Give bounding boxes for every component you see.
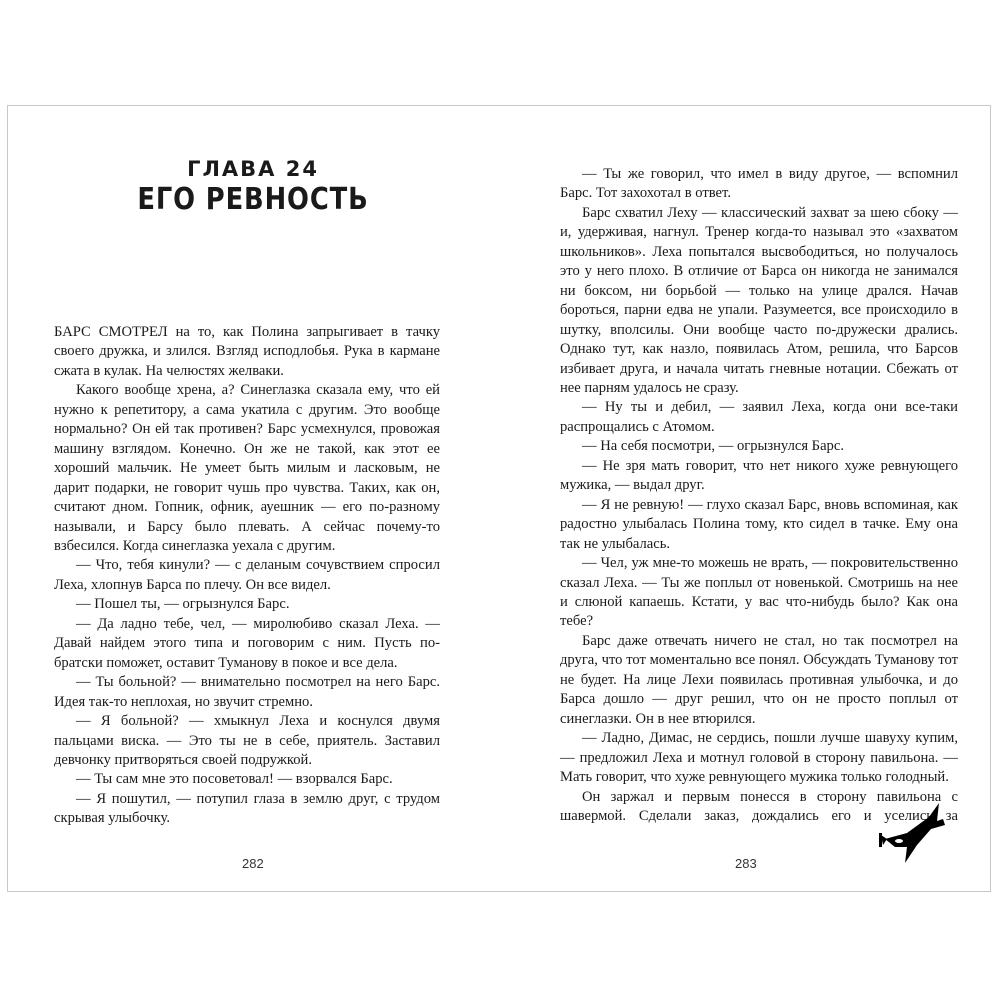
paragraph: — Не зря мать говорит, что нет никого хуже ревнующего мужика, — выдал друг.: [560, 457, 958, 494]
chapter-title: ЕГО РЕВНОСТЬ: [137, 182, 369, 217]
paragraph: — Чел, уж мне-то можешь не врать, — покровительственно сказал Леха. — Ты же поплыл от новенькой. Смотришь на нее и слюной капаешь. Кстати, у вас что-нибудь было? Как она тебе?: [560, 555, 958, 630]
paragraph: — На себя посмотри, — огрызнулся Барс.: [582, 438, 844, 455]
left-text-column: [54, 323, 440, 829]
paragraph: — Ну ты и дебил, — заявил Леха, когда они все-таки распрощались с Атомом.: [560, 399, 958, 435]
paragraph: Какого вообще хрена, а? Синеглазка сказала ему, что ей нужно к репетитору, а сама укатила с другим. Это вообще нормально? Он ей так противен? Барс усмехнулся, провожая машину взглядом. Конечно. Он же не такой, как этот ее хороший мальчик. Не умеет быть милым и ласковым, не дарит подарки, не говорит чушь про чувства. Таких, как он, считают дном. Гопник, офник, ауешник — его по-разному называли, и Барсу было плевать. А сейчас почему-то взбесился. Когда синеглазка уехала с другим.: [54, 382, 440, 554]
paragraph: — Пошел ты, — огрызнулся Барс.: [76, 596, 290, 613]
paragraph: — Ладно, Димас, не сердись, пошли лучше шавуху купим, — предложил Леха и мотнул головой в сторону павильона. — Мать говорит, что хуже ревнующего мужика только голодный.: [560, 730, 958, 786]
paragraph: — Что, тебя кинули? — с деланым сочувствием спросил Леха, хлопнув Барса по плечу. Он все видел.: [54, 557, 440, 593]
paragraph: Он заржал и первым понесся в сторону павильона с шавермой. Сделали заказ, дождались его и уселись за: [560, 788, 958, 824]
paragraph: — Ты больной? — внимательно посмотрел на него Барс. Идея так-то неплохая, но звучит стремно.: [54, 674, 440, 710]
chapter-number: ГЛАВА 24: [187, 157, 319, 181]
right-page: [499, 105, 991, 892]
page-number: 282: [242, 856, 264, 871]
paragraph: — Я не ревную! — глухо сказал Барс, вновь вспоминая, как радостно улыбалась Полина тому, кто сидел в тачке. Ему она так не улыбалась.: [560, 496, 958, 552]
paragraph: — Ты же говорил, что имел в виду другое, — вспомнил Барс. Тот захохотал в ответ.: [560, 166, 958, 202]
paragraph: — Я пошутил, — потупил глаза в землю друг, с трудом скрывая улыбочку.: [54, 790, 440, 827]
airplane-icon: [877, 795, 949, 867]
paragraph: — Да ладно тебе, чел, — миролюбиво сказал Леха. — Давай найдем этого типа и поговорим с ним. Пусть по-братски поможет, оставит Туманову в покое и все дела.: [54, 615, 440, 671]
paragraph: Барс даже отвечать ничего не стал, но так посмотрел на друга, что тот моментально все понял. Обсуждать Туманову тот не будет. На лице Лехи появилась противная улыбочка, и до Барса дошло — друг решил, что он не просто поплыл от синеглазки. Он в нее втюрился.: [560, 632, 958, 727]
left-page: [7, 105, 499, 892]
paragraph: БАРС СМОТРЕЛ на то, как Полина запрыгивает в тачку своего дружка, и злился. Взгляд исподлобья. Рука в кармане сжата в кулак. На челюстях желваки.: [54, 324, 440, 379]
paragraph: — Я больной? — хмыкнул Леха и коснулся двумя пальцами виска. — Это ты не в себе, приятель. Заставил девчонку притворяться своей подружкой.: [54, 713, 440, 768]
paragraph: — Ты сам мне это посоветовал! — взорвался Барс.: [76, 771, 393, 788]
page-number: 283: [735, 856, 757, 871]
right-text-column: [560, 165, 958, 826]
paragraph: Барс схватил Леху — классический захват за шею сбоку — и, удерживая, нагнул. Тренер когда-то называл это «захватом школьников». Леха попытался высвободиться, но получалось это у него плохо. В отличие от Барса он никогда не занимался ни боксом, ни борьбой — только на улице дрался. Начав бороться, парни едва не упали. Разумеется, все происходило в шутку, вполсилы. Они вообще часто по-дружески дрались. Однако тут, как назло, появилась Атом, решила, что Барсов избивает друга, и начала читать гневные нотации. Сбежать от нее парням удалось не сразу.: [560, 204, 958, 396]
